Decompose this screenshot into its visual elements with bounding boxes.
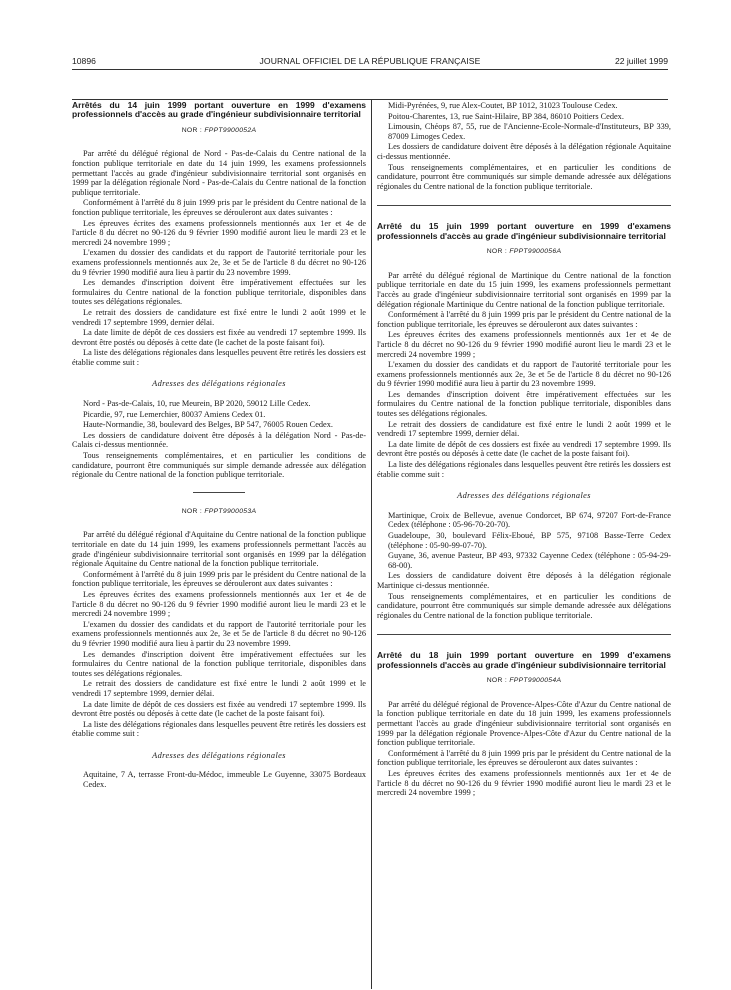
address-entry: Guyane, 36, avenue Pasteur, BP 493, 97332 Cayenne Cedex (téléphone : 05-94-29-68-00). — [388, 551, 671, 570]
paragraph: Conformément à l'arrêté du 8 juin 1999 pris par le président du Centre national de la fonction publique territoriale, les épreuves se dérouleront aux dates suivantes : — [377, 310, 671, 329]
paragraph: Les dossiers de candidature doivent être déposés à la délégation Nord - Pas-de-Calais ci-dessus mentionnée. — [72, 430, 366, 450]
paragraph: L'examen du dossier des candidats et du rapport de l'autorité territoriale pour les examens professionnels mentionnés aux 2e, 3e et 5e de l'article 8 du décret no 90-126 du 9 février 1990 modifié aura lieu à partir du 23 novembre 1999. — [377, 360, 671, 389]
addresses-subheading: Adresses des délégations régionales — [152, 379, 286, 389]
paragraph: La date limite de dépôt de ces dossiers est fixée au vendredi 17 septembre 1999. Ils devront être postés ou déposés à cette date (le cachet de la poste faisant foi). — [377, 439, 671, 459]
page-number: 10896 — [72, 56, 96, 66]
nor-code: FPPT9900053A — [204, 507, 257, 515]
address-entry: Picardie, 97, rue Lemerchier, 80037 Amiens Cedex 01. — [83, 409, 266, 419]
paragraph: Les épreuves écrites des examens professionnels mentionnés aux 1er et 4e de l'article 8 du décret no 90-126 du 9 février 1990 modifié auront lieu le mardi 23 et le mercredi 24 novembre 1999 ; — [377, 330, 671, 359]
paragraph: Conformément à l'arrêté du 8 juin 1999 pris par le président du Centre national de la fonction publique territoriale, les épreuves se dérouleront aux dates suivantes : — [377, 748, 671, 768]
paragraph: Le retrait des dossiers de candidature est fixé entre le lundi 2 août 1999 et le vendredi 17 septembre 1999, dernier délai. — [72, 307, 366, 327]
paragraph: Les épreuves écrites des examens professionnels mentionnés aux 1er et 4e de l'article 8 du décret no 90-126 du 9 février 1990 modifié auront lieu le mardi 23 et le mercredi 24 novembre 1999 ; — [72, 589, 366, 619]
nor-reference — [72, 507, 366, 517]
decree-martinique — [377, 222, 671, 620]
paragraph: Par arrêté du délégué régional de Provence-Alpes-Côte d'Azur du Centre national de la fonction publique territoriale en date du 18 juin 1999, les examens professionnels permettant l'accès au grade d'ingénieur subdivisionnaire territorial sont organisés en 1999 par la délégation régionale Provence-Alpes-Côte d'Azur du Centre national de la fonction publique territoriale. — [377, 699, 671, 748]
paragraph: Les dossiers de candidature doivent être déposés à la délégation régionale Aquitaine ci-dessus mentionnée. — [377, 142, 671, 161]
decree-title: Arrêté du 15 juin 1999 portant ouverture en 1999 d'examens professionnels d'accès au grade d'ingénieur subdivisionnaire territorial — [377, 221, 671, 241]
nor-label: NOR : — [486, 248, 508, 256]
section-separator — [193, 492, 245, 493]
nor-label: NOR : — [181, 507, 203, 515]
paragraph: Conformément à l'arrêté du 8 juin 1999 pris par le président du Centre national de la fonction publique territoriale, les épreuves se dérouleront aux dates suivantes : — [72, 569, 366, 589]
decree-aquitaine-continued — [377, 101, 671, 191]
decree-nord-pas-de-calais — [72, 101, 366, 480]
paragraph: Par arrêté du délégué régional de Martinique du Centre national de la fonction publique territoriale en date du 15 juin 1999, les examens professionnels permettant l'accès au grade d'ingénieur subdivisionnaire territorial sont organisés en 1999 par la délégation régionale Martinique du Centre national de la fonction publique territoriale. — [377, 270, 671, 309]
paragraph: L'examen du dossier des candidats et du rapport de l'autorité territoriale pour les examens professionnels mentionnés aux 2e, 3e et 5e de l'article 8 du décret no 90-126 du 9 février 1990 modifié aura lieu à partir du 23 novembre 1999. — [72, 619, 366, 648]
address-entry: Poitou-Charentes, 13, rue Saint-Hilaire, BP 384, 86010 Poitiers Cedex. — [388, 111, 624, 121]
paragraph: Tous renseignements complémentaires, et en particulier les conditions de candidature, pourront être communiqués sur simple demande adressée aux délégations régionales du Centre national de la fonction publique territoriale. — [377, 591, 671, 620]
paragraph: Les demandes d'inscription doivent être impérativement effectuées sur les formulaires du Centre national de la fonction publique territoriale, disponibles dans toutes ses délégations régionales. — [72, 278, 366, 307]
address-entry: Aquitaine, 7 A, terrasse Front-du-Médoc, immeuble Le Guyenne, 33075 Bordeaux Cedex. — [83, 770, 366, 790]
address-entry: Limousin, Chéops 87, 55, rue de l'Ancienne-Ecole-Normale-d'Instituteurs, BP 339, 87009 Limoges Cedex. — [388, 122, 671, 141]
address-entry: Haute-Normandie, 38, boulevard des Belges, BP 547, 76005 Rouen Cedex. — [83, 420, 333, 430]
nor-reference — [377, 247, 671, 257]
address-entry: Guadeloupe, 30, boulevard Félix-Eboué, BP 575, 97108 Basse-Terre Cedex (téléphone : 05-90-99-07-70). — [388, 531, 671, 550]
nor-code: FPPT9900056A — [509, 248, 562, 256]
nor-code: FPPT9900052A — [204, 126, 257, 134]
address-entry: Nord - Pas-de-Calais, 10, rue Meurein, BP 2020, 59012 Lille Cedex. — [83, 399, 311, 409]
decree-provence-alpes-cote-d-azur — [377, 651, 671, 797]
nor-reference — [72, 126, 366, 136]
paragraph: Les demandes d'inscription doivent être impérativement effectuées sur les formulaires du Centre national de la fonction publique territoriale, disponibles dans toutes ses délégations régionales. — [72, 649, 366, 678]
paragraph: La date limite de dépôt de ces dossiers est fixée au vendredi 17 septembre 1999. Ils devront être postés ou déposés à cette date (le cachet de la poste faisant foi). — [72, 328, 366, 347]
nor-label: NOR : — [486, 677, 508, 685]
nor-reference — [377, 676, 671, 686]
section-separator — [377, 205, 671, 206]
addresses-subheading: Adresses des délégations régionales — [152, 750, 286, 760]
paragraph: Tous renseignements complémentaires, et en particulier les conditions de candidature, pourront être communiqués sur simple demande adressée aux délégation régionale du Centre national de la fonction publique territoriale. — [72, 451, 366, 480]
section-separator — [377, 634, 671, 635]
paragraph: L'examen du dossier des candidats et du rapport de l'autorité territoriale pour les examens professionnels mentionnés aux 2e, 3e et 5e de l'article 8 du décret no 90-126 du 9 février 1990 modifié aura lieu à partir du 23 novembre 1999. — [72, 248, 366, 277]
publication-date: 22 juillet 1999 — [614, 56, 668, 66]
paragraph: Le retrait des dossiers de candidature est fixé entre le lundi 2 août 1999 et le vendredi 17 septembre 1999, dernier délai. — [377, 419, 671, 439]
left-column — [72, 101, 366, 791]
paragraph: La liste des délégations régionales dans lesquelles peuvent être retirés les dossiers est établie comme suit : — [72, 348, 366, 367]
decree-aquitaine — [72, 507, 366, 790]
journal-title: JOURNAL OFFICIEL DE LA RÉPUBLIQUE FRANÇAISE — [259, 56, 481, 66]
page-header — [72, 56, 668, 70]
address-entry: Martinique, Croix de Bellevue, avenue Condorcet, BP 674, 97207 Fort-de-France Cedex (téléphone : 05-96-70-20-70). — [388, 510, 671, 530]
paragraph: Les épreuves écrites des examens professionnels mentionnés aux 1er et 4e de l'article 8 du décret no 90-126 du 9 février 1990 modifié auront lieu le mardi 23 et le mercredi 24 novembre 1999 ; — [72, 218, 366, 247]
address-entry: Midi-Pyrénées, 9, rue Alex-Coutet, BP 1012, 31023 Toulouse Cedex. — [388, 101, 618, 110]
header-rule — [72, 69, 668, 70]
paragraph: Les dossiers de candidature doivent être déposés à la délégation régionale Martinique ci-dessus mentionnée. — [377, 571, 671, 590]
paragraph: La date limite de dépôt de ces dossiers est fixée au vendredi 17 septembre 1999. Ils devront être postés ou déposés à cette date (le cachet de la poste faisant foi). — [72, 699, 366, 719]
paragraph: Conformément à l'arrêté du 8 juin 1999 pris par le président du Centre national de la fonction publique territoriale, les épreuves se dérouleront aux dates suivantes : — [72, 198, 366, 217]
paragraph: La liste des délégations régionales dans lesquelles peuvent être retirés les dossiers est établie comme suit : — [377, 460, 671, 479]
paragraph: Par arrêté du délégué régional d'Aquitaine du Centre national de la fonction publique territoriale en date du 14 juin 1999, les examens professionnels permettant l'accès au grade d'ingénieur subdivisionnaire territorial sont organisés en 1999 par la délégation régionale Aquitaine du Centre national de la fonction publique territoriale. — [72, 530, 366, 569]
paragraph: Les demandes d'inscription doivent être impérativement effectuées sur les formulaires du Centre national de la fonction publique territoriale, disponibles dans toutes ses délégations régionales. — [377, 389, 671, 419]
paragraph: Tous renseignements complémentaires, et en particulier les conditions de candidature, pourront être communiqués sur simple demande adressée aux délégations régionales du Centre national de la fonction publique territoriale. — [377, 162, 671, 191]
paragraph: Les épreuves écrites des examens professionnels mentionnés aux 1er et 4e de l'article 8 du décret no 90-126 du 9 février 1990 modifié auront lieu le mardi 23 et le mercredi 24 novembre 1999 ; — [377, 768, 671, 798]
column-divider — [371, 99, 372, 989]
paragraph: Le retrait des dossiers de candidature est fixé entre le lundi 2 août 1999 et le vendredi 17 septembre 1999, dernier délai. — [72, 679, 366, 698]
paragraph: La liste des délégations régionales dans lesquelles peuvent être retirés les dossiers est établie comme suit : — [72, 719, 366, 739]
decree-title: Arrêtés du 14 juin 1999 portant ouverture en 1999 d'examens professionnels d'accès au grade d'ingénieur subdivisionnaire territorial — [72, 100, 366, 120]
decree-title: Arrêté du 18 juin 1999 portant ouverture en 1999 d'examens professionnels d'accès au grade d'ingénieur subdivisionnaire territorial — [377, 650, 671, 670]
nor-label: NOR : — [181, 126, 203, 134]
paragraph: Par arrêté du délégué régional de Nord - Pas-de-Calais du Centre national de la fonction publique territoriale en date du 14 juin 1999, les examens professionnels permettant l'accès au grade d'ingénieur subdivisionnaire territorial sont organisés en 1999 par la délégation régionale Nord - Pas-de-Calais du Centre national de la fonction publique territoriale. — [72, 149, 366, 197]
addresses-subheading: Adresses des délégations régionales — [457, 491, 591, 501]
right-column — [377, 101, 671, 799]
nor-code: FPPT9900054A — [509, 677, 562, 685]
